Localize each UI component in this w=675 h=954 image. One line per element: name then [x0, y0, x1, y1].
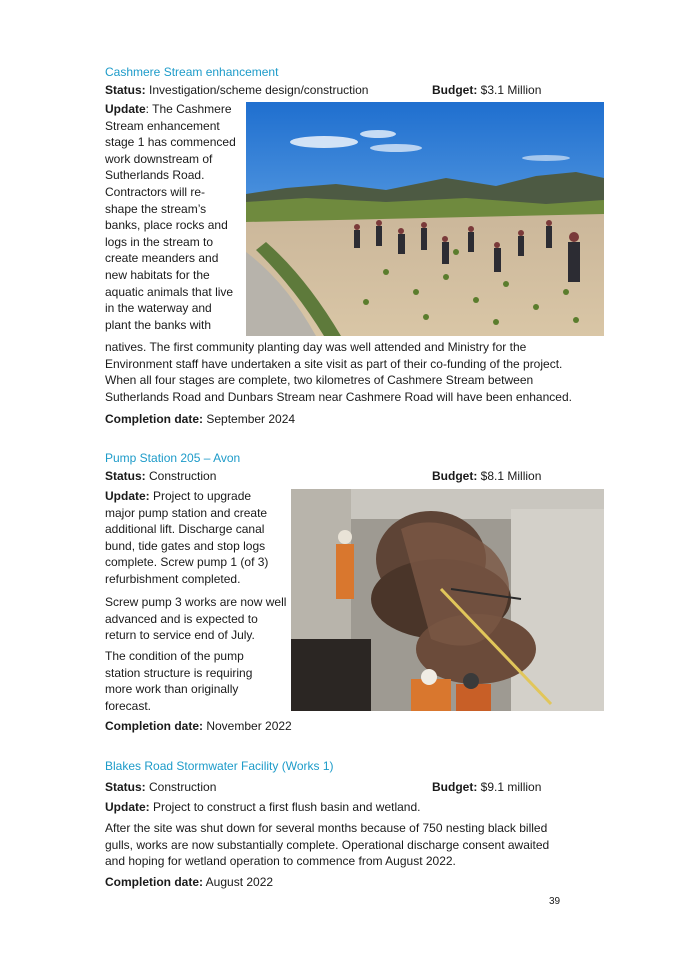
update-line: aquatic animals that live — [105, 284, 234, 299]
update-line: more work than originally — [105, 682, 239, 697]
update-line: logs in the stream to — [105, 234, 214, 249]
budget-value: $8.1 Million — [480, 469, 542, 483]
update-line: gulls, works are now substantially complete. Operational discharge consent awaited — [105, 837, 550, 852]
update-line: additional lift. Discharge canal — [105, 522, 265, 537]
update-paragraph — [105, 594, 290, 644]
update-line: in the waterway and — [105, 301, 212, 316]
completion-value: November 2022 — [206, 719, 292, 733]
update-line: The condition of the pump — [105, 649, 244, 663]
update-line: return to service end of July. — [105, 628, 255, 643]
update-line: : The Cashmere — [145, 102, 232, 116]
status-value: Investigation/scheme design/construction — [149, 83, 369, 97]
section-heading: Cashmere Stream enhancement — [105, 65, 279, 79]
completion-line — [105, 411, 295, 427]
status-value: Construction — [149, 780, 217, 794]
budget-label: Budget: — [432, 469, 478, 483]
status-line — [105, 779, 216, 795]
status-line — [105, 468, 216, 484]
update-value: Project to construct a first flush basin and wetland. — [149, 800, 421, 814]
completion-value: September 2024 — [206, 412, 296, 426]
status-label: Status: — [105, 780, 146, 794]
update-line: forecast. — [105, 698, 152, 713]
update-paragraph — [105, 820, 575, 870]
update-line: After the site was shut down for several months because of 750 nesting black billed — [105, 821, 548, 835]
update-line: and hoping for wetland operation to commence from August 2022. — [105, 854, 456, 869]
update-line: plant the banks with — [105, 317, 212, 332]
update-label: Update — [105, 102, 146, 116]
update-line: complete. Screw pump 1 (of 3) — [105, 555, 269, 570]
update-text — [105, 799, 420, 815]
budget-line — [432, 468, 541, 484]
page-number: 39 — [549, 896, 561, 907]
budget-label: Budget: — [432, 83, 478, 97]
update-line: Sutherlands Road and Dunbars Stream near Cashmere Road will have been enhanced. — [105, 389, 572, 404]
update-text — [105, 488, 290, 588]
update-line: Stream enhancement — [105, 118, 220, 133]
status-label: Status: — [105, 469, 146, 483]
budget-value: $9.1 million — [480, 780, 542, 794]
completion-line — [105, 718, 292, 734]
update-line: advanced and is expected to — [105, 611, 258, 626]
update-text — [105, 101, 245, 333]
status-line — [105, 82, 368, 98]
screw-pump-photo — [291, 489, 604, 711]
completion-value: August 2022 — [205, 875, 274, 889]
update-line: refurbishment completed. — [105, 571, 241, 586]
budget-line — [432, 82, 541, 98]
update-label: Update: — [105, 489, 150, 503]
budget-line — [432, 779, 541, 795]
update-line: natives. The first community planting day was well attended and Ministry for the — [105, 340, 527, 354]
update-line: Sutherlands Road. — [105, 168, 205, 183]
update-line: work downstream of — [105, 151, 213, 166]
completion-label: Completion date: — [105, 412, 203, 426]
update-line: major pump station and create — [105, 505, 268, 520]
update-line: Contractors will re- — [105, 184, 206, 199]
update-line: bund, tide gates and stop logs — [105, 538, 266, 553]
update-line: create meanders and — [105, 251, 219, 266]
budget-value: $3.1 Million — [480, 83, 542, 97]
status-value: Construction — [149, 469, 217, 483]
update-paragraph — [105, 648, 290, 714]
update-line: station structure is requiring — [105, 665, 253, 680]
update-line: Project to upgrade — [149, 489, 252, 503]
update-line: stage 1 has commenced — [105, 135, 236, 150]
update-label: Update: — [105, 800, 150, 814]
section-heading: Blakes Road Stormwater Facility (Works 1) — [105, 759, 334, 773]
completion-label: Completion date: — [105, 719, 203, 733]
budget-label: Budget: — [432, 780, 478, 794]
update-continued — [105, 339, 575, 405]
section-heading: Pump Station 205 – Avon — [105, 451, 241, 465]
completion-label: Completion date: — [105, 875, 203, 889]
update-line: Environment staff have undertaken a site visit as part of their co-funding of the project. — [105, 356, 563, 371]
update-line: Screw pump 3 works are now well — [105, 595, 287, 609]
status-label: Status: — [105, 83, 146, 97]
update-line: shape the stream’s — [105, 201, 207, 216]
stream-planting-photo — [246, 102, 604, 336]
completion-line — [105, 874, 273, 890]
update-line: banks, place rocks and — [105, 218, 228, 233]
update-line: new habitats for the — [105, 267, 210, 282]
update-line: When all four stages are complete, two kilometres of Cashmere Stream between — [105, 373, 534, 388]
